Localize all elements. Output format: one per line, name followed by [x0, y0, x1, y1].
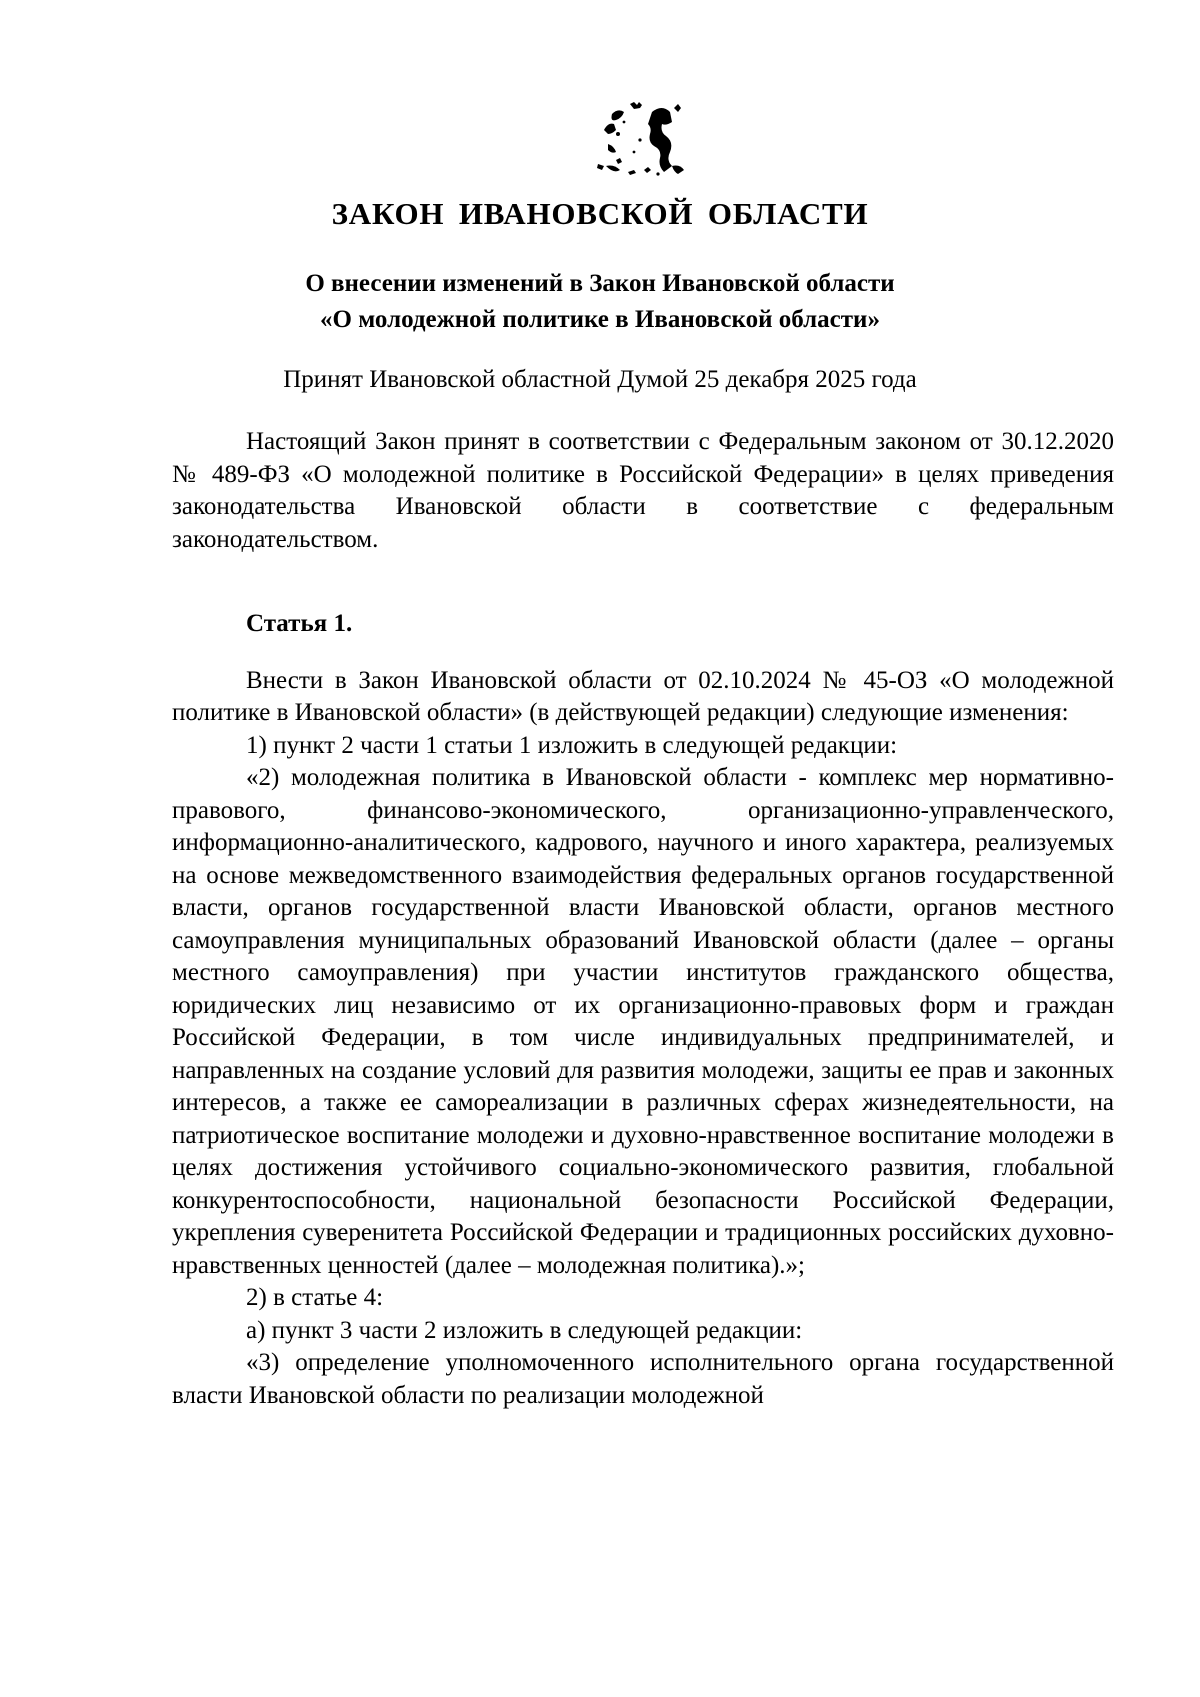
law-title: ЗАКОН ИВАНОВСКОЙ ОБЛАСТИ [331, 196, 869, 231]
law-body [172, 426, 1114, 1412]
subtitle-line-2: «О молодежной политике в Ивановской области» [320, 306, 880, 333]
subtitle-line-1: О внесении изменений в Закон Ивановской области [305, 270, 895, 297]
body-paragraph: «2) молодежная политика в Ивановской области - комплекс мер нормативно-правового, финансово-экономического, организационно-управленческого, информационно-аналитического, кадрового, научного и иного характера, реализуемых на основе межведомственного взаимодействия федеральных органов государственной власти, органов государственной власти Ивановской области, органов местного самоуправления муниципальных образований Ивановской области (далее – органы местного самоуправления) при участии институтов гражданского общества, юридических лиц независимо от их организационно-правовых форм и граждан Российской Федерации, в том числе индивидуальных предпринимателей, и направленных на создание условий для развития молодежи, защиты ее прав и законных интересов, а также ее самореализации в различных сферах жизнедеятельности, на патриотическое воспитание молодежи и духовно-нравственное воспитание молодежи в целях достижения устойчивого социально-экономического развития, глобальной конкурентоспособности, национальной безопасности Российской Федерации, укрепления суверенитета Российской Федерации и традиционных российских духовно-нравственных ценностей (далее – молодежная политика).»; [172, 764, 1114, 1279]
body-paragraph: а) пункт 3 части 2 изложить в следующей редакции: [246, 1316, 803, 1344]
article-heading: Статья 1. [246, 610, 353, 637]
body-paragraph: «3) определение уполномоченного исполнительного органа государственной власти Ивановской области по реализации молодежной [172, 1349, 1114, 1409]
body-paragraph: 2) в статье 4: [246, 1284, 384, 1311]
body-paragraph: 1) пункт 2 части 1 статьи 1 изложить в следующей редакции: [246, 731, 898, 759]
body-paragraph: Внести в Закон Ивановской области от 02.10.2024 № 45-ОЗ «О молодежной политике в Ивановской области» (в действующей редакции) следующие изменения: [172, 666, 1114, 726]
law-subtitle [0, 266, 1200, 338]
adoption-line: Принят Ивановской областной Думой 25 декабря 2025 года [283, 366, 917, 393]
preamble-paragraph: Настоящий Закон принят в соответствии с Федеральным законом от 30.12.2020 № 489-ФЗ «О молодежной политике в Российской Федерации» в целях приведения законодательства Ивановской области в соответствие с федеральным законодательством. [172, 428, 1114, 553]
coat-of-arms-icon [594, 100, 690, 182]
